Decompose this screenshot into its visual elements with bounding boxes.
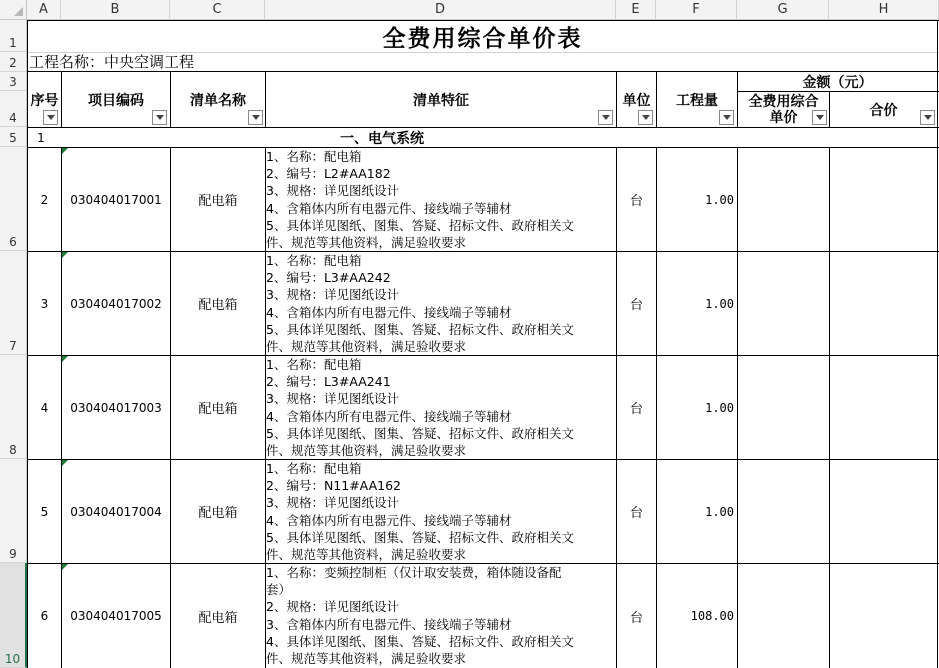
- row-code[interactable]: 030404017004: [70, 504, 162, 519]
- column-header-d[interactable]: D: [265, 0, 616, 20]
- row-total-cell[interactable]: [830, 356, 937, 459]
- row-name[interactable]: 配电箱: [198, 610, 238, 626]
- row-feature[interactable]: 1、名称：配电箱 2、编号：L3#AA242 3、规格：详见图纸设计 4、含箱体内所有电器元件、接线端子等辅材 5、具体详见图纸、图集、答疑、招标文件、政府相关文 件、规范等其他资料，满足验收要求: [266, 253, 574, 355]
- header-unit[interactable]: 单位: [622, 92, 651, 109]
- header-unit-price[interactable]: 全费用综合 单价: [748, 93, 819, 126]
- row-seq[interactable]: 3: [40, 296, 49, 311]
- row-code[interactable]: 030404017003: [70, 400, 162, 415]
- row-header-1[interactable]: 1: [0, 20, 27, 52]
- row-code[interactable]: 030404017002: [70, 296, 162, 311]
- row-unit-price-cell[interactable]: [738, 252, 829, 355]
- row-name[interactable]: 配电箱: [198, 506, 238, 521]
- header-seq[interactable]: 序号: [30, 92, 59, 109]
- row-code[interactable]: 030404017005: [70, 609, 162, 623]
- row-unit-price-cell[interactable]: [738, 356, 829, 459]
- row-qty[interactable]: 1.00: [705, 400, 734, 415]
- filter-dropdown-a[interactable]: [43, 110, 58, 125]
- row-unit-price-cell[interactable]: [738, 564, 829, 668]
- row-seq[interactable]: 5: [40, 504, 49, 519]
- project-name[interactable]: 工程名称：中央空调工程: [29, 53, 195, 71]
- border-line: [937, 20, 938, 668]
- row-header-7[interactable]: 7: [0, 251, 27, 355]
- row-qty[interactable]: 1.00: [705, 504, 734, 519]
- row-header-9[interactable]: 9: [0, 459, 27, 563]
- row-unit[interactable]: 台: [629, 194, 643, 209]
- filter-dropdown-h[interactable]: [920, 110, 935, 125]
- row-header-3[interactable]: 3: [0, 72, 27, 91]
- row-seq[interactable]: 6: [40, 609, 49, 623]
- row-header-8[interactable]: 8: [0, 355, 27, 459]
- header-amount[interactable]: 金额（元）: [802, 74, 873, 91]
- header-qty[interactable]: 工程量: [676, 92, 718, 109]
- header-name[interactable]: 清单名称: [190, 92, 246, 109]
- row-name[interactable]: 配电箱: [198, 298, 238, 313]
- row-seq[interactable]: 4: [40, 400, 49, 415]
- filter-dropdown-e[interactable]: [638, 110, 653, 125]
- row-total-cell[interactable]: [830, 252, 937, 355]
- column-header-c[interactable]: C: [170, 0, 265, 20]
- row-feature[interactable]: 1、名称：配电箱 2、编号：N11#AA162 3、规格：详见图纸设计 4、含箱体内所有电器元件、接线端子等辅材 5、具体详见图纸、图集、答疑、招标文件、政府相关文 件、规范等其他资料，满足验收要求: [266, 461, 574, 563]
- section-seq[interactable]: 1: [37, 130, 45, 145]
- row-header-10[interactable]: 10: [0, 563, 27, 668]
- sheet-title[interactable]: 全费用综合单价表: [382, 25, 583, 52]
- row-header-4[interactable]: 4: [0, 91, 27, 127]
- column-header-h[interactable]: H: [829, 0, 939, 20]
- row-unit-price-cell[interactable]: [738, 148, 829, 251]
- row-code[interactable]: 030404017001: [70, 192, 162, 207]
- column-header-a[interactable]: A: [27, 0, 61, 20]
- row-name[interactable]: 配电箱: [198, 194, 238, 209]
- row-unit[interactable]: 台: [629, 402, 643, 417]
- row-total-cell[interactable]: [830, 564, 937, 668]
- row-qty[interactable]: 1.00: [705, 192, 734, 207]
- header-feature[interactable]: 清单特征: [413, 92, 469, 109]
- row-qty[interactable]: 108.00: [690, 609, 734, 623]
- column-header-f[interactable]: F: [656, 0, 737, 20]
- filter-dropdown-c[interactable]: [248, 110, 263, 125]
- row-qty[interactable]: 1.00: [705, 296, 734, 311]
- row-total-cell[interactable]: [830, 460, 937, 563]
- row-feature[interactable]: 1、名称：配电箱 2、编号：L3#AA241 3、规格：详见图纸设计 4、含箱体内所有电器元件、接线端子等辅材 5、具体详见图纸、图集、答疑、招标文件、政府相关文 件、规范等其他资料，满足验收要求: [266, 357, 574, 459]
- header-code[interactable]: 项目编码: [88, 92, 144, 109]
- row-name[interactable]: 配电箱: [198, 402, 238, 417]
- row-total-cell[interactable]: [830, 148, 937, 251]
- row-header-2[interactable]: 2: [0, 52, 27, 72]
- row-unit[interactable]: 台: [629, 506, 643, 521]
- column-header-b[interactable]: B: [61, 0, 170, 20]
- header-total[interactable]: 合价: [869, 102, 898, 119]
- filter-dropdown-f[interactable]: [719, 110, 734, 125]
- column-header-g[interactable]: G: [737, 0, 829, 20]
- row-feature[interactable]: 1、名称：变频控制柜（仅计取安装费，箱体随设备配 套） 2、规格：详见图纸设计 3、含箱体内所有电器元件、接线端子等辅材 4、具体详见图纸、图集、答疑、招标文件、政府相关文 件、规范等其他资料，满足验收要求: [266, 565, 574, 667]
- section-title[interactable]: 一、电气系统: [340, 130, 424, 147]
- row-seq[interactable]: 2: [40, 192, 49, 207]
- select-all-corner[interactable]: [0, 0, 27, 20]
- row-unit[interactable]: 台: [629, 610, 643, 626]
- row-unit[interactable]: 台: [629, 298, 643, 313]
- row-feature[interactable]: 1、名称：配电箱 2、编号：L2#AA182 3、规格：详见图纸设计 4、含箱体内所有电器元件、接线端子等辅材 5、具体详见图纸、图集、答疑、招标文件、政府相关文 件、规范等其他资料，满足验收要求: [266, 149, 574, 251]
- filter-dropdown-g[interactable]: [812, 110, 827, 125]
- filter-dropdown-b[interactable]: [152, 110, 167, 125]
- row-unit-price-cell[interactable]: [738, 460, 829, 563]
- filter-dropdown-d[interactable]: [598, 110, 613, 125]
- row-header-6[interactable]: 6: [0, 147, 27, 251]
- row-header-5[interactable]: 5: [0, 127, 27, 147]
- column-header-e[interactable]: E: [616, 0, 656, 20]
